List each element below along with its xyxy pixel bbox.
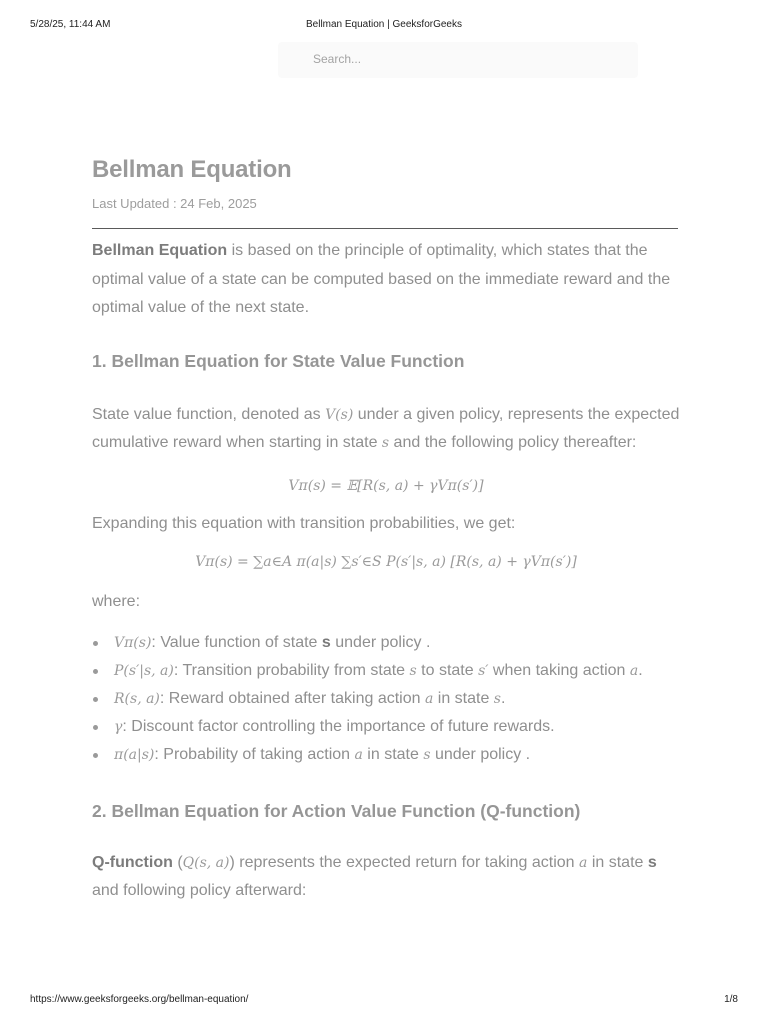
q-bold-s: s [647,853,657,871]
print-url: https://www.geeksforgeeks.org/bellman-equation/ [30,994,249,1005]
list-text: to state [416,661,479,679]
print-datetime: 5/28/25, 11:44 AM [30,19,111,30]
list-text: when taking action [488,661,630,679]
q-text-b: ) represents the expected return for taking action [229,853,580,871]
math-term: R(s, a) [114,690,160,707]
list-text: in state [362,745,424,763]
list-bold: s [321,633,331,651]
math-v-of-s: V(s) [325,406,354,423]
where-label: where: [92,593,141,610]
bullet-dot-icon [93,753,98,758]
list-text: . [638,661,643,679]
last-updated: Last Updated : 24 Feb, 2025 [92,196,257,211]
list-text: under policy . [430,745,531,763]
state-desc-text-c: and the following policy thereafter: [389,434,637,451]
list-text: : Probability of taking action [154,745,355,763]
section-heading-state-value: 1. Bellman Equation for State Value Function [92,350,465,371]
q-function-bold: Q-function [92,853,173,871]
bullet-dot-icon [93,725,98,730]
title-divider [92,228,678,229]
search-input[interactable] [278,42,638,78]
page-title: Bellman Equation [92,156,292,183]
equation-state-value-expanded: Vπ(s) = ∑a∈A π(a|s) ∑s′∈S P(s′|s, a) [R(s, a) + γVπ(s′)] [195,554,577,570]
intro-text: is based on the principle of optimality, which states that the optimal value of a state can be computed based on the immediate reward and the optimal value of the next state. [92,242,671,316]
list-item [92,741,680,769]
list-text: . [500,689,506,707]
math-s: s [381,435,390,451]
list-text: : Transition probability from state [173,661,410,679]
math-term: s [493,690,501,707]
math-term: γ [114,718,123,735]
math-term: s [423,746,431,763]
print-page-title: Bellman Equation | GeeksforGeeks [305,19,462,30]
state-desc-text-a: State value function, denoted as [92,405,326,423]
state-value-description [92,401,680,458]
math-term: s [409,662,417,679]
list-text: : Discount factor controlling the importance of future rewards. [122,717,555,735]
bullet-dot-icon [93,697,98,702]
math-q-of-s-a: Q(s, a) [182,854,230,871]
bullet-dot-icon [93,669,98,674]
list-text: : Reward obtained after taking action [159,689,425,707]
math-term: s′ [478,662,489,679]
intro-bold: Bellman Equation [92,242,228,259]
article [92,150,680,906]
bullet-dot-icon [93,641,98,646]
list-text: under policy . [330,633,431,651]
print-footer [30,994,738,1008]
print-page-number: 1/8 [724,994,738,1005]
list-text: : Value function of state [151,633,322,651]
list-item [92,685,680,713]
definitions-list [92,629,680,769]
q-text-a: ( [172,853,183,871]
math-a: a [579,854,588,871]
state-desc-text-b: under a given policy, represents the expected cumulative reward when starting in state [92,405,680,451]
math-term: a [354,746,363,763]
math-term: Vπ(s) [114,634,152,651]
equation-state-value: Vπ(s) = 𝔼[R(s, a) + γVπ(s′)] [288,477,484,494]
search-placeholder: Search... [313,52,362,66]
section-heading-action-value: 2. Bellman Equation for Action Value Function (Q-function) [92,800,581,821]
list-item [92,657,680,685]
q-text-d: and following policy afterward: [92,882,307,899]
math-term: P(s′|s, a) [114,662,174,679]
list-item [92,629,680,657]
list-item [92,713,680,741]
math-term: a [424,690,434,707]
q-function-description [92,849,680,906]
q-text-c: in state [587,853,648,871]
math-term: π(a|s) [114,746,155,763]
intro-paragraph [92,237,680,323]
list-text: in state [433,689,494,707]
print-header [30,19,738,33]
expand-paragraph: Expanding this equation with transition probabilities, we get: [92,514,516,532]
math-term: a [629,662,639,679]
